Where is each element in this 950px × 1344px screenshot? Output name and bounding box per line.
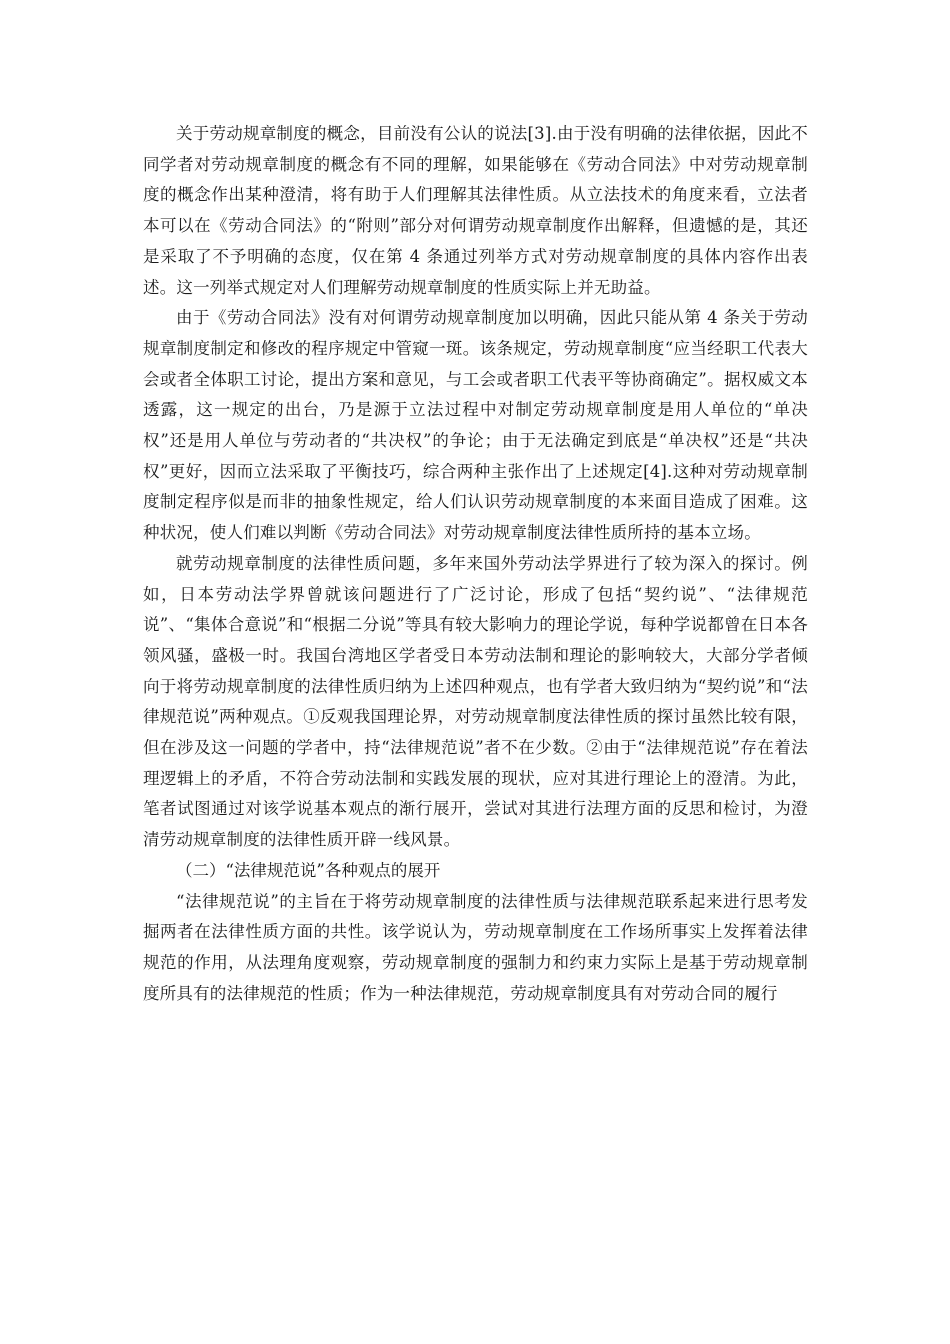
paragraph: 由于《劳动合同法》没有对何谓劳动规章制度加以明确，因此只能从第 4 条关于劳动规章制度制定和修改的程序规定中管窥一斑。该条规定，劳动规章制度“应当经职工代表大会或者全体职工讨论，提出方案和意见，与工会或者职工代表平等协商确定”。据权威文本透露，这一规定的出台，乃是源于立法过程中对制定劳动规章制度是用人单位的“单决权”还是用人单位与劳动者的“共决权”的争论；由于无法确定到底是“单决权”还是“共决权”更好，因而立法采取了平衡技巧，综合两种主张作出了上述规定[4].这种对劳动规章制度制定程序似是而非的抽象性规定，给人们认识劳动规章制度的本来面目造成了困难。这种状况，使人们难以判断《劳动合同法》对劳动规章制度法律性质所持的基本立场。 <box>143 308 808 543</box>
paragraph: 关于劳动规章制度的概念，目前没有公认的说法[3].由于没有明确的法律依据，因此不同学者对劳动规章制度的概念有不同的理解，如果能够在《劳动合同法》中对劳动规章制度的概念作出某种澄清，将有助于人们理解其法律性质。从立法技术的角度来看，立法者本可以在《劳动合同法》的“附则”部分对何谓劳动规章制度作出解释，但遗憾的是，其还是采取了不予明确的态度，仅在第 4 条通过列举方式对劳动规章制度的具体内容作出表述。这一列举式规定对人们理解劳动规章制度的性质实际上并无助益。 <box>143 124 808 297</box>
document-page <box>143 119 808 1009</box>
paragraph: “法律规范说”的主旨在于将劳动规章制度的法律性质与法律规范联系起来进行思考发掘两者在法律性质方面的共性。该学说认为，劳动规章制度在工作场所事实上发挥着法律规范的作用，从法理角度观察，劳动规章制度的强制力和约束力实际上是基于劳动规章制度所具有的法律规范的性质；作为一种法律规范，劳动规章制度具有对劳动合同的履行 <box>143 891 808 1003</box>
paragraph: 就劳动规章制度的法律性质问题，多年来国外劳动法学界进行了较为深入的探讨。例如，日本劳动法学界曾就该问题进行了广泛讨论，形成了包括“契约说”、“法律规范说”、“集体合意说”和“根据二分说”等具有较大影响力的理论学说，每种学说都曾在日本各领风骚，盛极一时。我国台湾地区学者受日本劳动法制和理论的影响较大，大部分学者倾向于将劳动规章制度的法律性质归纳为上述四种观点，也有学者大致归纳为“契约说”和“法律规范说”两种观点。①反观我国理论界，对劳动规章制度法律性质的探讨虽然比较有限，但在涉及这一问题的学者中，持“法律规范说”者不在少数。②由于“法律规范说”存在着法理逻辑上的矛盾，不符合劳动法制和实践发展的现状，应对其进行理论上的澄清。为此，笔者试图通过对该学说基本观点的渐行展开，尝试对其进行法理方面的反思和检讨，为澄清劳动规章制度的法律性质开辟一线风景。 <box>143 553 808 850</box>
section-heading: （二）“法律规范说”各种观点的展开 <box>176 860 441 880</box>
